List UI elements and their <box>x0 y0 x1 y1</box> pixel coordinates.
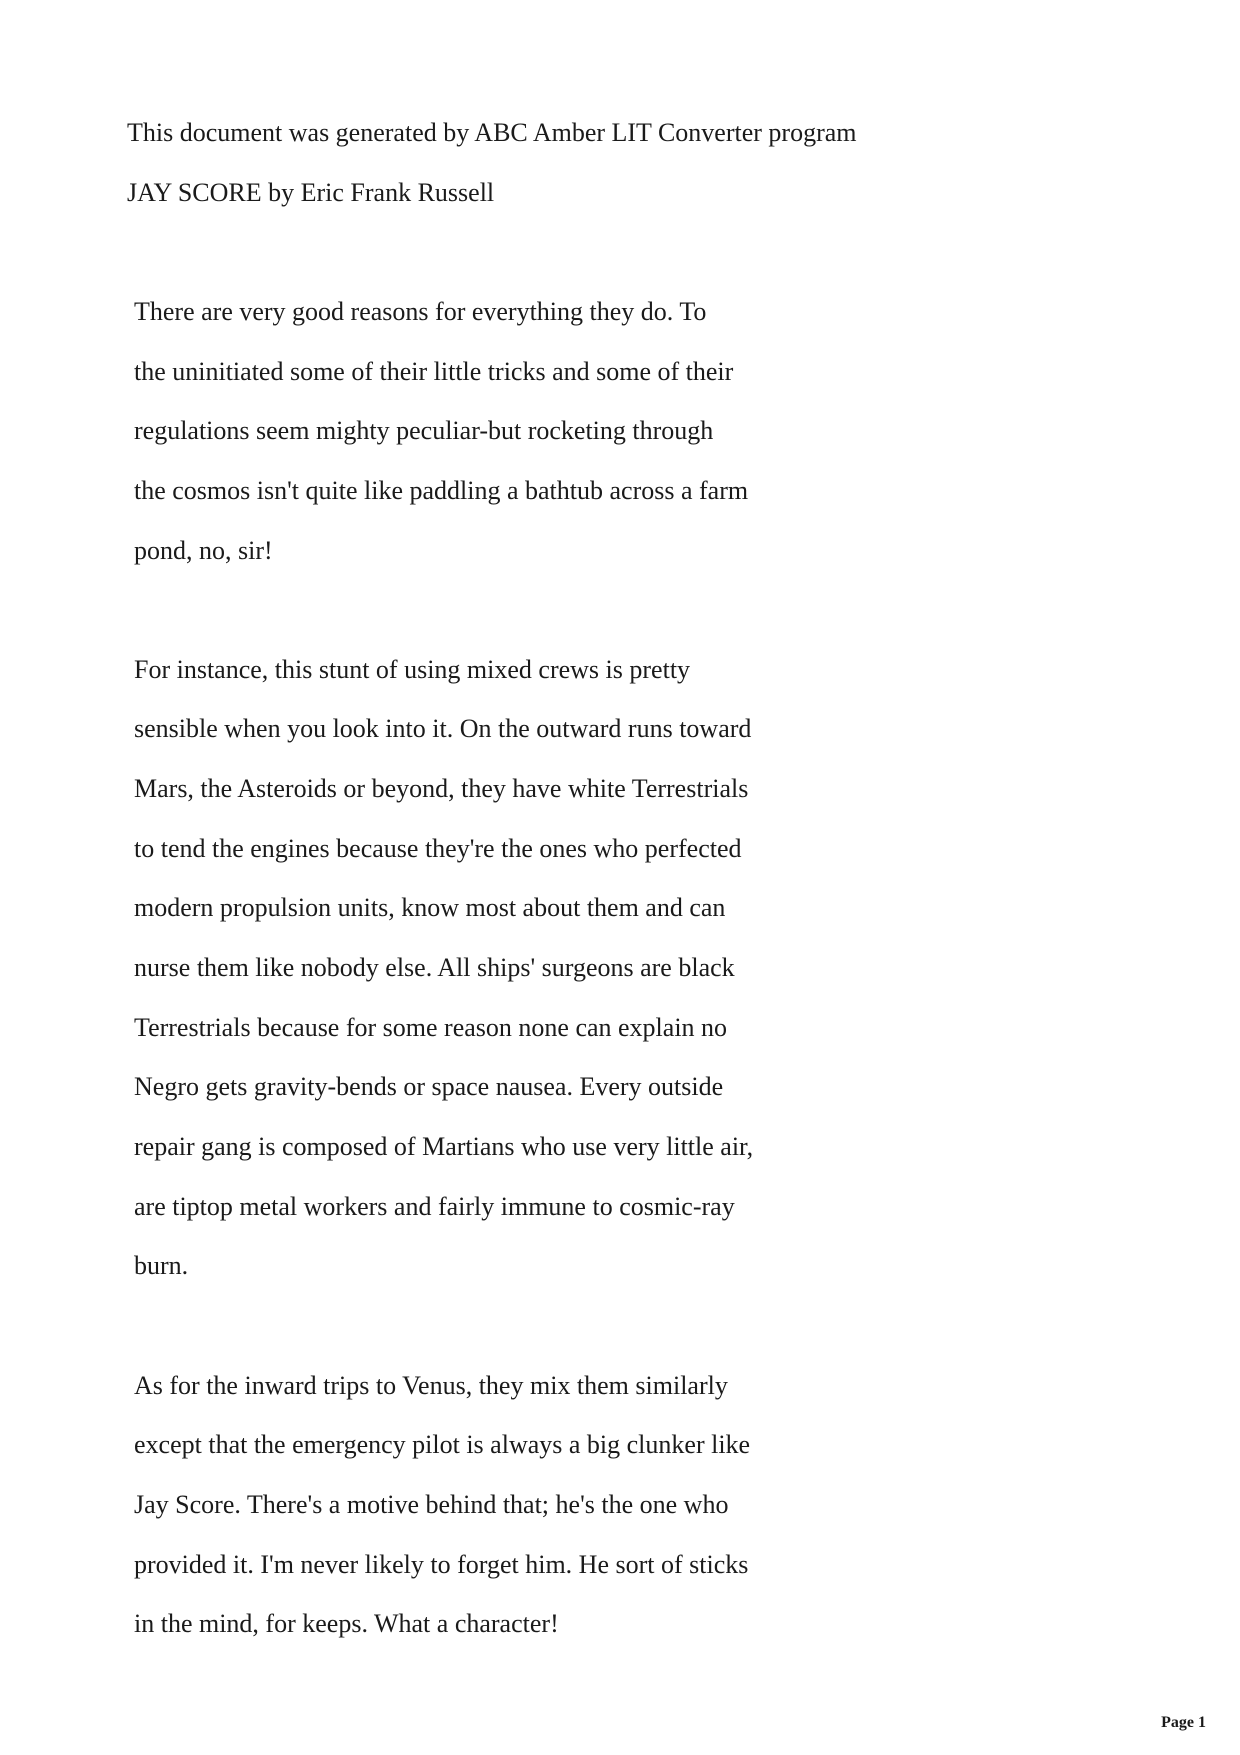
text-line: the cosmos isn't quite like paddling a bathtub across a farm <box>134 476 749 505</box>
text-line: in the mind, for keeps. What a character! <box>134 1609 559 1638</box>
text-line: regulations seem mighty peculiar-but rocketing through <box>134 416 714 445</box>
text-line: the uninitiated some of their little tricks and some of their <box>134 357 734 386</box>
text-line: For instance, this stunt of using mixed crews is pretty <box>134 655 691 684</box>
generator-note: This document was generated by ABC Amber LIT Converter program <box>127 118 857 147</box>
text-line: Negro gets gravity-bends or space nausea. Every outside <box>134 1072 724 1101</box>
text-line: sensible when you look into it. On the outward runs toward <box>134 714 752 743</box>
text-line: provided it. I'm never likely to forget him. He sort of sticks <box>134 1550 749 1579</box>
text-line: Terrestrials because for some reason none can explain no <box>134 1013 728 1042</box>
page-number: Page 1 <box>1161 1714 1206 1731</box>
text-line: Mars, the Asteroids or beyond, they have white Terrestrials <box>134 774 749 803</box>
text-line: except that the emergency pilot is always a big clunker like <box>134 1430 751 1459</box>
text-line: nurse them like nobody else. All ships' surgeons are black <box>134 953 735 982</box>
text-line: repair gang is composed of Martians who use very little air, <box>134 1132 754 1161</box>
text-line: are tiptop metal workers and fairly immune to cosmic-ray <box>134 1192 735 1221</box>
text-line: As for the inward trips to Venus, they mix them similarly <box>134 1371 728 1400</box>
text-line: burn. <box>134 1251 189 1280</box>
text-line: modern propulsion units, know most about them and can <box>134 893 726 922</box>
document-title: JAY SCORE by Eric Frank Russell <box>127 178 495 207</box>
text-line: There are very good reasons for everything they do. To <box>134 297 707 326</box>
text-line: Jay Score. There's a motive behind that; he's the one who <box>134 1490 729 1519</box>
text-line: to tend the engines because they're the ones who perfected <box>134 834 742 863</box>
text-line: pond, no, sir! <box>134 536 273 565</box>
